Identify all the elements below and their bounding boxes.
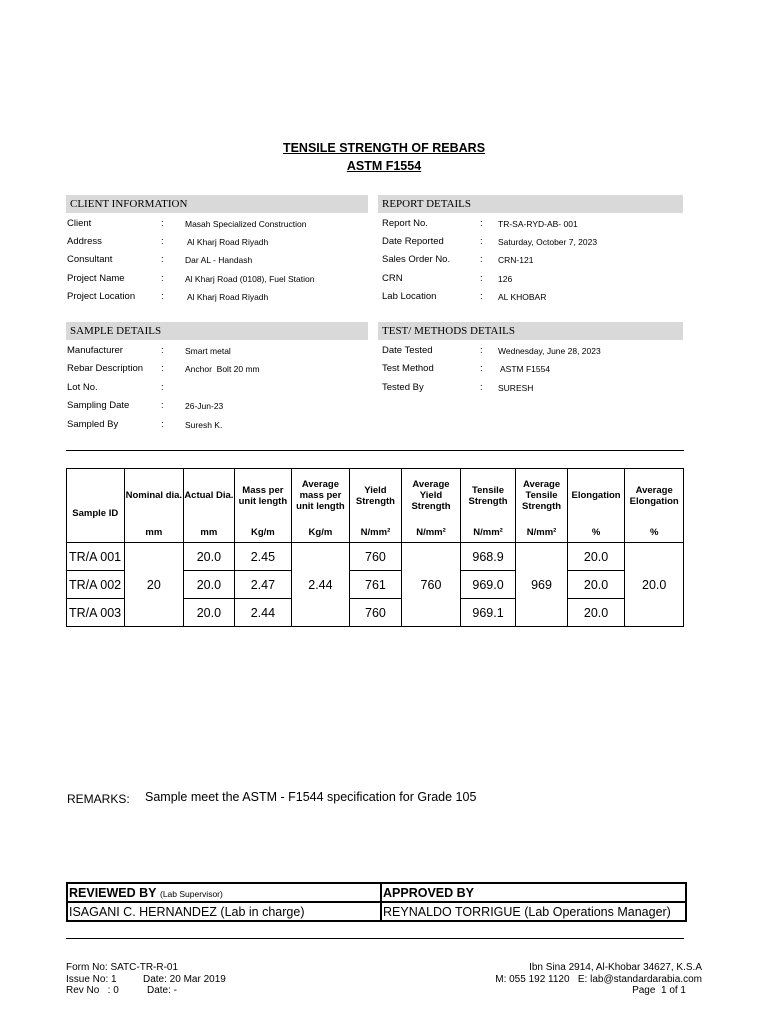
- unit-cell: %: [625, 522, 684, 543]
- date-tested-row: [382, 342, 601, 360]
- crn-row: [382, 270, 512, 288]
- field-separator: :: [480, 345, 483, 356]
- sample-id-cell: TR/A 003: [67, 599, 125, 627]
- test-methods-heading: TEST/ METHODS DETAILS: [378, 322, 683, 340]
- sampling-date-row: [67, 397, 223, 415]
- col-header-avg-yield: Average Yield Strength: [402, 469, 461, 523]
- mass-cell: 2.45: [234, 543, 292, 571]
- client-row: [67, 215, 306, 233]
- field-separator: :: [161, 345, 164, 356]
- sample-id-cell: TR/A 001: [67, 543, 125, 571]
- field-label: Client: [67, 218, 92, 229]
- field-value: SURESH: [498, 383, 534, 393]
- actual-dia-cell: 20.0: [184, 599, 234, 627]
- approved-by-cell: [381, 883, 686, 902]
- avg-elongation-cell: 20.0: [625, 543, 684, 627]
- field-separator: :: [480, 273, 483, 284]
- avg-tensile-cell: 969: [516, 543, 568, 627]
- field-separator: :: [480, 291, 483, 302]
- field-separator: :: [161, 254, 164, 265]
- divider-line: [66, 450, 684, 451]
- field-separator: :: [161, 419, 164, 430]
- units-row: [67, 522, 684, 543]
- unit-cell: N/mm²: [349, 522, 402, 543]
- footer-left: [66, 962, 366, 997]
- field-label: CRN: [382, 273, 403, 284]
- address-row: [67, 233, 268, 251]
- field-separator: :: [480, 236, 483, 247]
- field-separator: :: [161, 273, 164, 284]
- field-value: Anchor Bolt 20 mm: [185, 364, 260, 374]
- field-label: Rebar Description: [67, 363, 144, 374]
- yield-cell: 760: [349, 543, 402, 571]
- field-label: Sampling Date: [67, 400, 130, 411]
- sample-details-heading: SAMPLE DETAILS: [66, 322, 368, 340]
- field-separator: :: [161, 236, 164, 247]
- sample-id-cell: TR/A 002: [67, 571, 125, 599]
- lot-no-row: [67, 379, 185, 397]
- field-value: Al Kharj Road Riyadh: [187, 292, 269, 302]
- mass-cell: 2.47: [234, 571, 292, 599]
- reviewed-by-label: REVIEWED BY: [69, 885, 157, 900]
- manufacturer-row: [67, 342, 231, 360]
- col-header-sample-id: Sample ID: [67, 469, 125, 523]
- rebar-description-row: [67, 360, 260, 378]
- yield-cell: 761: [349, 571, 402, 599]
- report-details-heading: REPORT DETAILS: [378, 195, 683, 213]
- field-value: Smart metal: [185, 346, 231, 356]
- unit-cell: %: [567, 522, 625, 543]
- issue-date: Date: 20 Mar 2019: [143, 973, 226, 985]
- tested-by-row: [382, 379, 533, 397]
- project-location-row: [67, 288, 268, 306]
- footer-right: [400, 962, 702, 997]
- form-number: Form No: SATC-TR-R-01: [66, 962, 179, 973]
- sales-order-row: [382, 251, 533, 269]
- field-separator: :: [480, 218, 483, 229]
- revision-line: [66, 985, 366, 997]
- elongation-cell: 20.0: [567, 571, 625, 599]
- signoff-table: [66, 882, 687, 922]
- yield-cell: 760: [349, 599, 402, 627]
- unit-cell: mm: [124, 522, 184, 543]
- field-separator: :: [161, 218, 164, 229]
- table-row: [67, 543, 684, 571]
- field-value: Al Kharj Road (0108), Fuel Station: [185, 274, 315, 284]
- field-label: Lot No.: [67, 382, 98, 393]
- client-info-heading: CLIENT INFORMATION: [66, 195, 368, 213]
- field-value: AL KHOBAR: [498, 292, 547, 302]
- header-row: [67, 469, 684, 523]
- field-label: Lab Location: [382, 291, 437, 302]
- report-standard: ASTM F1554: [346, 159, 422, 173]
- col-header-avg-mass: Average mass per unit length: [292, 469, 350, 523]
- unit-cell: N/mm²: [402, 522, 461, 543]
- field-value: Al Kharj Road Riyadh: [187, 237, 269, 247]
- avg-yield-cell: 760: [402, 543, 461, 627]
- field-label: Project Location: [67, 291, 136, 302]
- field-value: Wednesday, June 28, 2023: [498, 346, 601, 356]
- report-no-row: [382, 215, 578, 233]
- remarks-label: REMARKS:: [67, 792, 130, 806]
- col-header-elongation: Elongation: [567, 469, 625, 523]
- tensile-cell: 968.9: [460, 543, 516, 571]
- revision-number: Rev No : 0: [66, 985, 119, 996]
- field-separator: :: [480, 363, 483, 374]
- field-value: Saturday, October 7, 2023: [498, 237, 598, 247]
- unit-cell: mm: [184, 522, 234, 543]
- reviewer-name: ISAGANI C. HERNANDEZ (Lab in charge): [67, 902, 381, 921]
- field-value: Dar AL - Handash: [185, 255, 253, 265]
- field-value: TR-SA-RYD-AB- 001: [498, 219, 578, 229]
- lab-location-row: [382, 288, 546, 306]
- tensile-cell: 969.1: [460, 599, 516, 627]
- field-label: Project Name: [67, 273, 125, 284]
- project-name-row: [67, 270, 314, 288]
- field-separator: :: [161, 363, 164, 374]
- field-value: ASTM F1554: [500, 364, 551, 374]
- col-header-mass: Mass per unit length: [234, 469, 292, 523]
- company-contact: M: 055 192 1120 E: lab@standardarabia.com: [495, 973, 702, 985]
- elongation-cell: 20.0: [567, 543, 625, 571]
- field-label: Test Method: [382, 363, 434, 374]
- field-label: Manufacturer: [67, 345, 123, 356]
- field-label: Address: [67, 236, 102, 247]
- unit-cell: Kg/m: [292, 522, 350, 543]
- signoff-header-row: [67, 883, 686, 902]
- footer-divider: [66, 938, 684, 939]
- field-value: 26-Jun-23: [185, 401, 224, 411]
- date-reported-row: [382, 233, 597, 251]
- report-title: TENSILE STRENGTH OF REBARS: [282, 141, 486, 155]
- reviewed-by-cell: [67, 883, 381, 902]
- unit-cell: Kg/m: [234, 522, 292, 543]
- col-header-yield: Yield Strength: [349, 469, 402, 523]
- actual-dia-cell: 20.0: [184, 571, 234, 599]
- mass-cell: 2.44: [234, 599, 292, 627]
- reviewed-role: (Lab Supervisor): [160, 888, 223, 899]
- results-table: [66, 468, 684, 627]
- col-header-avg-tensile: Average Tensile Strength: [516, 469, 568, 523]
- elongation-cell: 20.0: [567, 599, 625, 627]
- field-label: Tested By: [382, 382, 424, 393]
- field-label: Date Reported: [382, 236, 444, 247]
- unit-cell: [67, 522, 125, 543]
- approved-by-label: APPROVED BY: [383, 885, 474, 900]
- sampled-by-row: [67, 416, 222, 434]
- issue-number: Issue No: 1: [66, 973, 117, 985]
- unit-cell: N/mm²: [516, 522, 568, 543]
- field-value: Suresh K.: [185, 420, 223, 430]
- nominal-dia-cell: 20: [124, 543, 184, 627]
- page-number: Page 1 of 1: [632, 985, 686, 996]
- unit-cell: N/mm²: [460, 522, 516, 543]
- field-separator: :: [161, 400, 164, 411]
- col-header-actual-dia: Actual Dia.: [184, 469, 234, 523]
- field-value: CRN-121: [498, 255, 534, 265]
- field-label: Report No.: [382, 218, 428, 229]
- field-label: Sampled By: [67, 419, 119, 430]
- field-label: Sales Order No.: [382, 254, 451, 265]
- avg-mass-cell: 2.44: [292, 543, 350, 627]
- consultant-row: [67, 251, 252, 269]
- field-separator: :: [161, 291, 164, 302]
- col-header-tensile: Tensile Strength: [460, 469, 516, 523]
- signoff-names-row: [67, 902, 686, 921]
- issue-line: [66, 974, 366, 986]
- field-separator: :: [480, 254, 483, 265]
- remarks-text: Sample meet the ASTM - F1544 specification for Grade 105: [145, 790, 477, 804]
- field-value: 126: [498, 274, 513, 284]
- approver-name: REYNALDO TORRIGUE (Lab Operations Manager): [381, 902, 686, 921]
- field-label: Date Tested: [382, 345, 433, 356]
- field-value: Masah Specialized Construction: [185, 219, 307, 229]
- test-method-row: [382, 360, 550, 378]
- company-address: Ibn Sina 2914, Al-Khobar 34627, K.S.A: [529, 962, 702, 973]
- field-separator: :: [480, 382, 483, 393]
- field-label: Consultant: [67, 254, 113, 265]
- col-header-avg-elongation: Average Elongation: [625, 469, 684, 523]
- tensile-cell: 969.0: [460, 571, 516, 599]
- field-separator: :: [161, 382, 164, 393]
- revision-date: Date: -: [147, 985, 178, 996]
- actual-dia-cell: 20.0: [184, 543, 234, 571]
- col-header-nominal-dia: Nominal dia.: [124, 469, 184, 523]
